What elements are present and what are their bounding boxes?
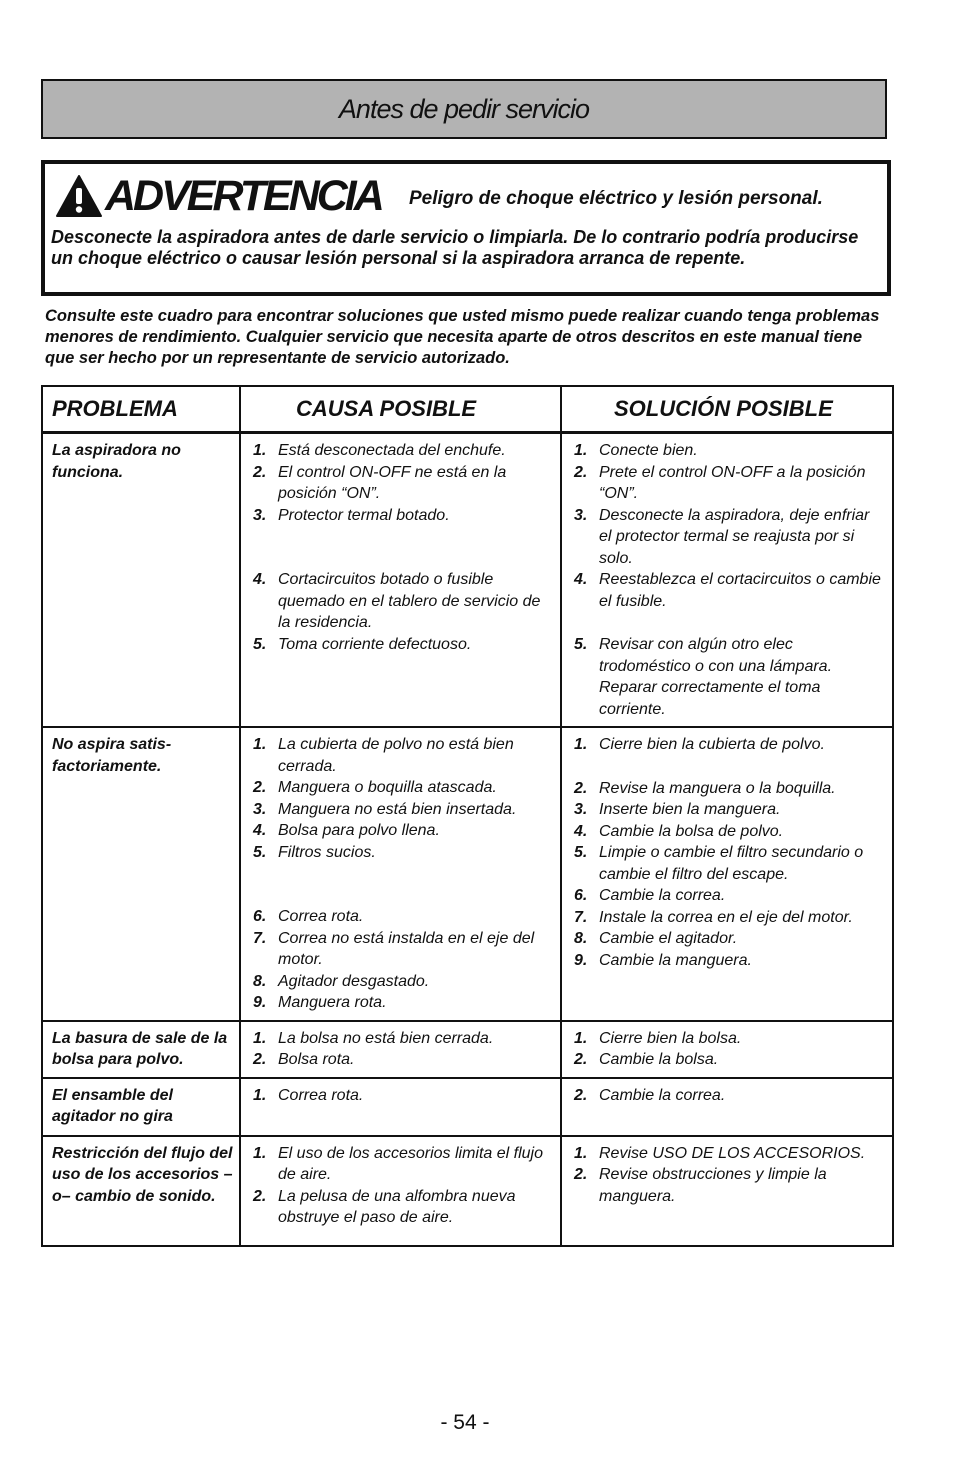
warning-body: Desconecte la aspiradora antes de darle servicio o limpiarla. De lo contrario podría producirse un choque eléctrico o causar lesión personal si la aspiradora arranca de repente. — [51, 227, 859, 268]
cause-cell — [240, 433, 561, 728]
header-cause: CAUSA POSIBLE — [240, 386, 561, 433]
cause-item: 1. Correa rota. — [253, 1086, 364, 1104]
cause-item: 4. Cortacircuitos botado o fusible quemado en el tablero de servicio de la residencia. — [253, 571, 541, 631]
warning-subtitle: Peligro de choque eléctrico y lesión personal. — [409, 188, 823, 209]
section-header — [41, 79, 887, 139]
table-row — [42, 1136, 893, 1246]
solution-item: 4. Cambie la bolsa de polvo. — [574, 822, 784, 840]
warning-triangle-icon — [55, 174, 103, 218]
solution-cell — [561, 727, 893, 1021]
cause-cell — [240, 1078, 561, 1136]
cause-item: 4. Bolsa para polvo llena. — [253, 822, 440, 839]
solution-item: 2. Cambie la bolsa. — [574, 1051, 719, 1068]
cause-cell — [240, 727, 561, 1021]
solution-cell — [561, 433, 893, 728]
table-row — [42, 1021, 893, 1078]
cause-item: 1. Está desconectada del enchufe. — [253, 442, 506, 459]
solution-item: 5. Limpie o cambie el filtro secundario o cambie el filtro del escape. — [574, 844, 864, 883]
problem-cell: El ensamble del agitador no gira — [42, 1078, 240, 1136]
section-title: Antes de pedir servicio — [338, 93, 590, 124]
solution-item: 8. Cambie el agitador. — [574, 930, 738, 947]
solution-item: 2. Revise obstrucciones y limpie la manguera. — [574, 1166, 827, 1205]
solution-cell — [561, 1136, 893, 1246]
cause-item: 7. Correa no está instalda en el eje del motor. — [253, 929, 535, 968]
solution-item: 7. Instale la correa en el eje del motor. — [574, 908, 853, 926]
solution-item: 1. Conecte bien. — [574, 442, 698, 459]
solution-item: 1. Cierre bien la bolsa. — [574, 1029, 742, 1047]
cause-item: 2. Manguera o boquilla atascada. — [253, 779, 497, 796]
solution-item: 9. Cambie la manguera. — [574, 951, 752, 969]
solution-item: 3. Desconecte la aspiradora, deje enfriar el protector termal se reajusta por si solo. — [574, 506, 870, 567]
solution-item: 1. Revise USO DE LOS ACCESORIOS. — [574, 1144, 866, 1162]
problem-cell: Restricción del flujo del uso de los accesorios –o– cambio de sonido. — [42, 1136, 240, 1246]
cause-item: 2. Bolsa rota. — [253, 1051, 355, 1068]
cause-item: 1. La cubierta de polvo no está bien cerrada. — [253, 736, 514, 775]
solution-item: 1. Cierre bien la cubierta de polvo. — [574, 736, 825, 753]
problem-cell: No aspira satis-factoriamente. — [42, 727, 240, 1021]
problem-cell: La aspiradora no funciona. — [42, 433, 240, 728]
problem-cell: La basura de sale de la bolsa para polvo. — [42, 1021, 240, 1078]
solution-item: 2. Prete el control ON-OFF a la posición “ON”. — [574, 463, 866, 502]
cause-item: 2. La pelusa de una alfombra nueva obstruye el paso de aire. — [253, 1187, 516, 1226]
cause-item: 1. La bolsa no está bien cerrada. — [253, 1029, 494, 1047]
solution-cell — [561, 1078, 893, 1136]
cause-item: 9. Manguera rota. — [253, 994, 387, 1011]
solution-item: 2. Cambie la correa. — [574, 1086, 726, 1104]
intro-paragraph: Consulte este cuadro para encontrar soluciones que usted mismo puede realizar cuando tenga problemas menores de rendimiento. Cualquier servicio que necesita aparte de otros descritos en este manual tiene que ser hecho por un representante de servicio autorizado. — [45, 307, 880, 367]
warning-word: ADVERTENCIA — [105, 172, 382, 220]
cause-item: 2. El control ON-OFF ne está en la posición “ON”. — [253, 463, 507, 502]
solution-item: 3. Inserte bien la manguera. — [574, 801, 781, 818]
table-header-row — [42, 386, 893, 433]
solution-item: 2. Revise la manguera o la boquilla. — [574, 779, 836, 797]
solution-item: 6. Cambie la correa. — [574, 887, 726, 904]
cause-item: 3. Manguera no está bien insertada. — [253, 800, 517, 818]
header-solution: SOLUCIÓN POSIBLE — [561, 386, 893, 433]
table-row — [42, 727, 893, 1021]
warning-box — [41, 160, 891, 296]
solution-cell — [561, 1021, 893, 1078]
table-row — [42, 1078, 893, 1136]
cause-cell — [240, 1021, 561, 1078]
cause-item: 8. Agitador desgastado. — [253, 972, 430, 990]
cause-item: 1. El uso de los accesorios limita el flujo de aire. — [253, 1144, 544, 1183]
table-row — [42, 433, 893, 728]
troubleshooting-table — [41, 385, 894, 1247]
cause-item: 5. Filtros sucios. — [253, 843, 376, 861]
page-number: - 54 - — [440, 1411, 490, 1434]
cause-item: 5. Toma corriente defectuoso. — [253, 635, 472, 653]
cause-cell — [240, 1136, 561, 1246]
cause-item: 6. Correa rota. — [253, 908, 364, 925]
solution-item: 4. Reestablezca el cortacircuitos o cambie el fusible. — [574, 571, 881, 610]
solution-item: 5. Revisar con algún otro elec trodoméstico o con una lámpara. Reparar correctamente el toma corriente. — [574, 636, 833, 718]
header-problem: PROBLEMA — [42, 386, 240, 433]
warning-heading — [55, 172, 382, 220]
cause-item: 3. Protector termal botado. — [253, 506, 450, 524]
